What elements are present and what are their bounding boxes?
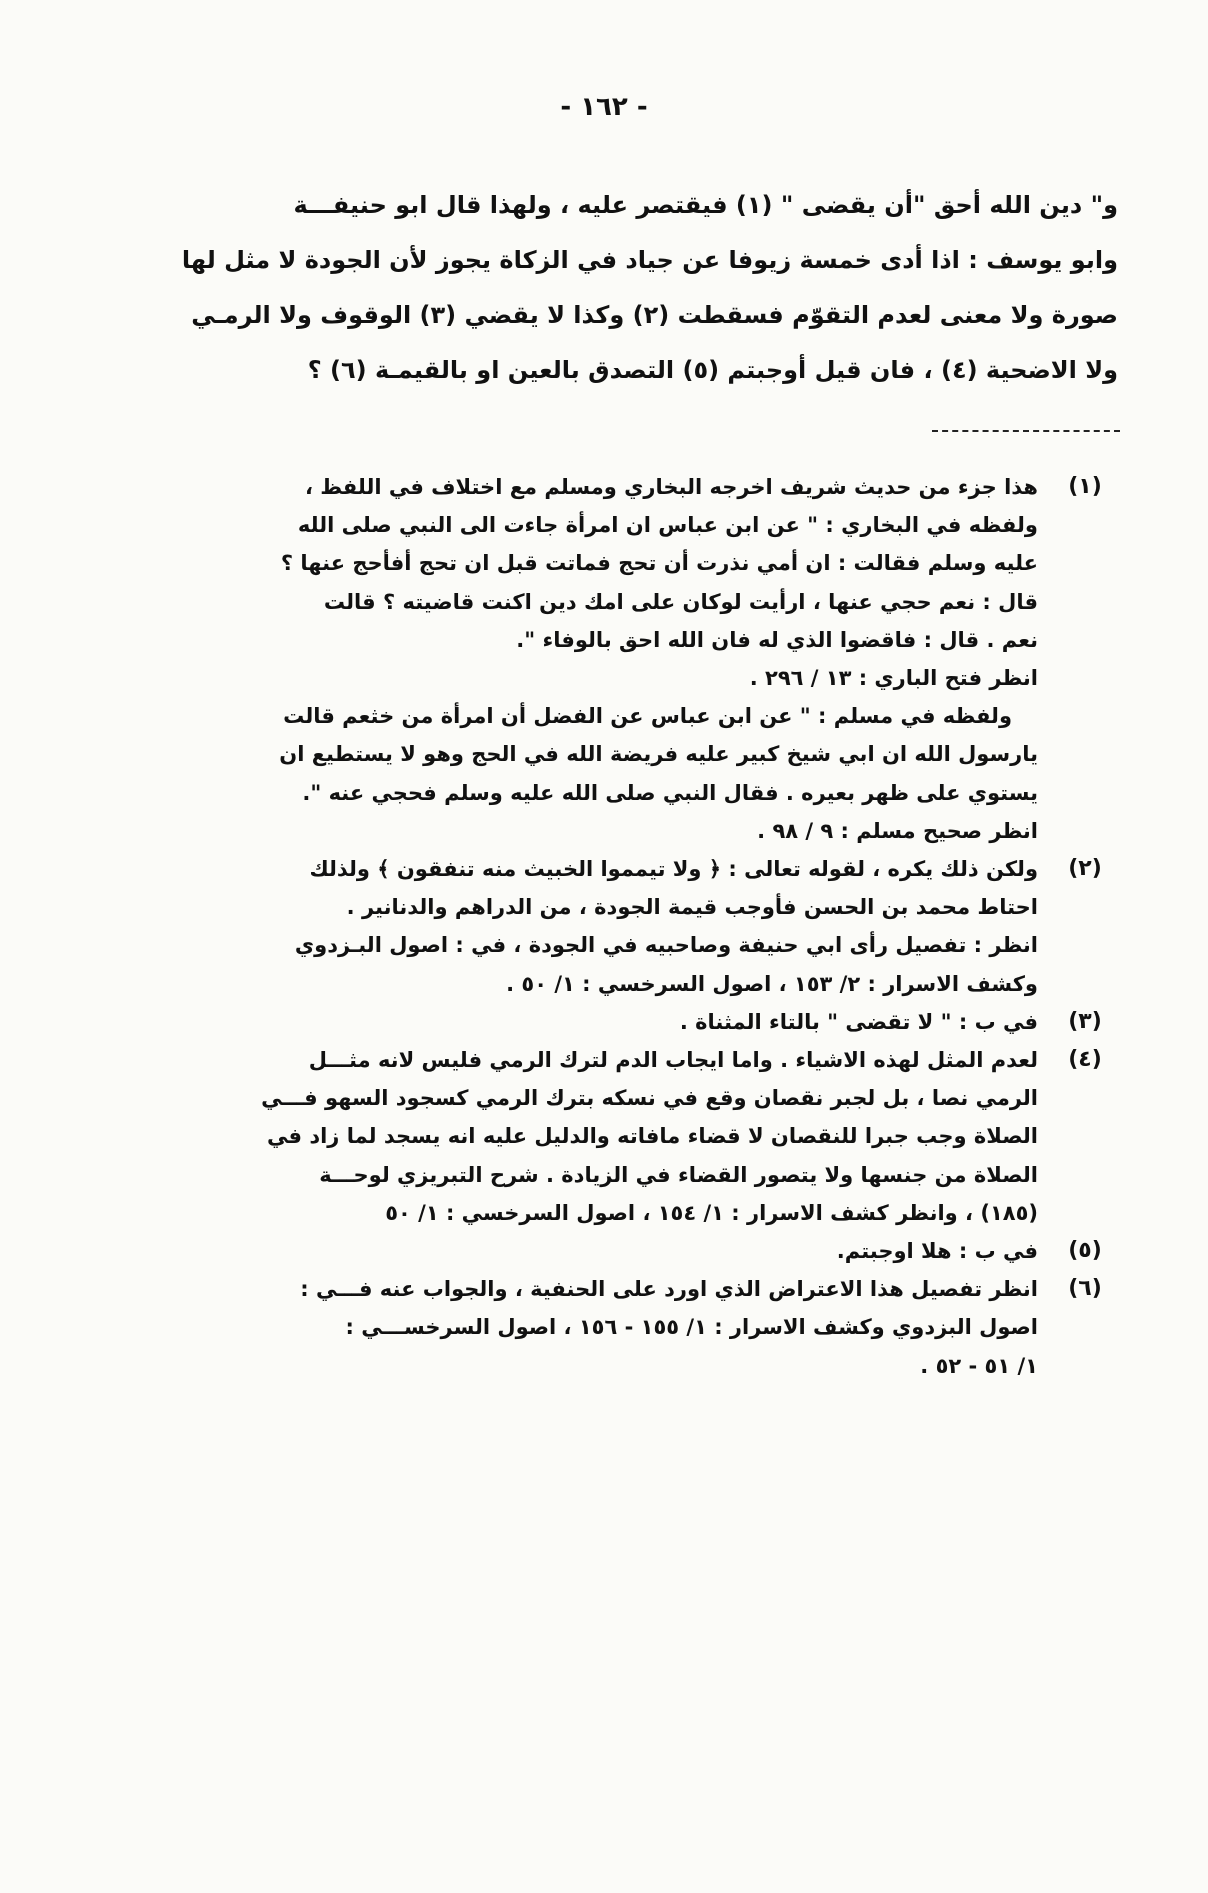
main-text-line: صورة ولا معنى لعدم التقوّم فسقطت (٢) وكذا لا يقضي (٣) الوقوف ولا الرمـي (191, 301, 1118, 329)
footnote-marker: (٦) (1068, 1276, 1102, 1302)
footnote-line: يستوي على ظهر بعيره . فقال النبي صلى الله عليه وسلم فحجي عنه ". (302, 780, 1038, 805)
page-number: - ١٦٢ - (560, 92, 648, 122)
footnote-line: انظر تفصيل هذا الاعتراض الذي اورد على الحنفية ، والجواب عنه فـــي : (300, 1277, 1038, 1302)
footnote-line: الصلاة من جنسها ولا يتصور القضاء في الزيادة . شرح التبريزي لوحـــة (319, 1162, 1038, 1187)
footnote-marker: (٣) (1068, 1008, 1102, 1034)
main-text-line: وابو يوسف : اذا أدى خمسة زيوفا عن جياد في الزكاة يجوز لأن الجودة لا مثل لها (181, 246, 1118, 274)
footnote (150, 1232, 1118, 1270)
footnote-line: ولفظه في مسلم : " عن ابن عباس عن الفضل أن امرأة من خثعم قالت (283, 704, 1012, 729)
main-text-line: و" دين الله أحق "أن يقضى " (١) فيقتصر عليه ، ولهذا قال ابو حنيفـــة (293, 191, 1118, 219)
footnote-line: لعدم المثل لهذه الاشياء . واما ايجاب الدم لترك الرمي فليس لانه مثـــل (308, 1048, 1038, 1073)
footnote (150, 468, 1118, 850)
footnote-line: يارسول الله ان ابي شيخ كبير عليه فريضة الله في الحج وهو لا يستطيع ان (279, 742, 1038, 767)
footnote-line: الصلاة وجب جبرا للنقصان لا قضاء مافاته والدليل عليه انه يسجد لما زاد في (267, 1124, 1038, 1149)
footnote-line: في ب : هلا اوجبتم. (836, 1239, 1038, 1264)
footnote-line: هذا جزء من حديث شريف اخرجه البخاري ومسلم مع اختلاف في اللفظ ، (304, 475, 1038, 499)
footnote-line: نعم . قال : فاقضوا الذي له فان الله احق بالوفاء ". (516, 627, 1038, 652)
footnote-marker: (٥) (1068, 1238, 1102, 1264)
footnote-line: انظر صحيح مسلم : ٩ / ٩٨ . (757, 818, 1038, 843)
footnotes-list (150, 468, 1118, 1385)
footnote-line: ولفظه في البخاري : " عن ابن عباس ان امرأة جاءت الى النبي صلى الله (297, 513, 1038, 538)
footnote-line: في ب : " لا تقضى " بالتاء المثناة . (679, 1009, 1038, 1034)
footnote-marker: (٤) (1068, 1047, 1102, 1073)
footnote-line: ولكن ذلك يكره ، لقوله تعالى : ﴿ ولا تيمموا الخبيث منه تنفقون ﴾ ولذلك (309, 857, 1038, 882)
footnote-marker: (٢) (1068, 856, 1102, 882)
footnote-line: قال : نعم حجي عنها ، ارأيت لوكان على امك دين اكنت قاضيته ؟ قالت (323, 589, 1038, 614)
main-text-line: ولا الاضحية (٤) ، فان قيل أوجبتم (٥) التصدق بالعين او بالقيمـة (٦) ؟ (307, 356, 1118, 384)
footnote (150, 850, 1118, 1003)
footnote-line: انظر فتح الباري : ١٣ / ٢٩٦ . (749, 666, 1038, 691)
footnote (150, 1003, 1118, 1041)
footnote-line: احتاط محمد بن الحسن فأوجب قيمة الجودة ، من الدراهم والدنانير . (346, 895, 1038, 920)
main-text (160, 178, 1118, 398)
footnote-line: وكشف الاسرار : ٢/ ١٥٣ ، اصول السرخسي : ١/ ٥٠ . (506, 971, 1038, 996)
footnote-line: اصول البزدوي وكشف الاسرار : ١/ ١٥٥ - ١٥٦ ، اصول السرخســـي : (345, 1315, 1038, 1340)
footnote (150, 1041, 1118, 1232)
footnote-line: (١٨٥) ، وانظر كشف الاسرار : ١/ ١٥٤ ، اصول السرخسي : ١/ ٥٠ (385, 1200, 1038, 1225)
footnote-line: عليه وسلم فقالت : ان أمي نذرت أن تحج فماتت قبل ان تحج أفأحج عنها ؟ (280, 551, 1038, 576)
footnote (150, 1270, 1118, 1385)
footnote-line: انظر : تفصيل رأى ابي حنيفة وصاحبيه في الجودة ، في : اصول البـزدوي (294, 933, 1038, 958)
footnote-line: الرمي نصا ، بل لجبر نقصان وقع في نسكه بترك الرمي كسجود السهو فـــي (261, 1086, 1038, 1111)
footnote-marker: (١) (1068, 474, 1102, 499)
footnote-line: ١/ ٥١ - ٥٢ . (920, 1353, 1038, 1378)
footnote-separator (932, 430, 1120, 432)
